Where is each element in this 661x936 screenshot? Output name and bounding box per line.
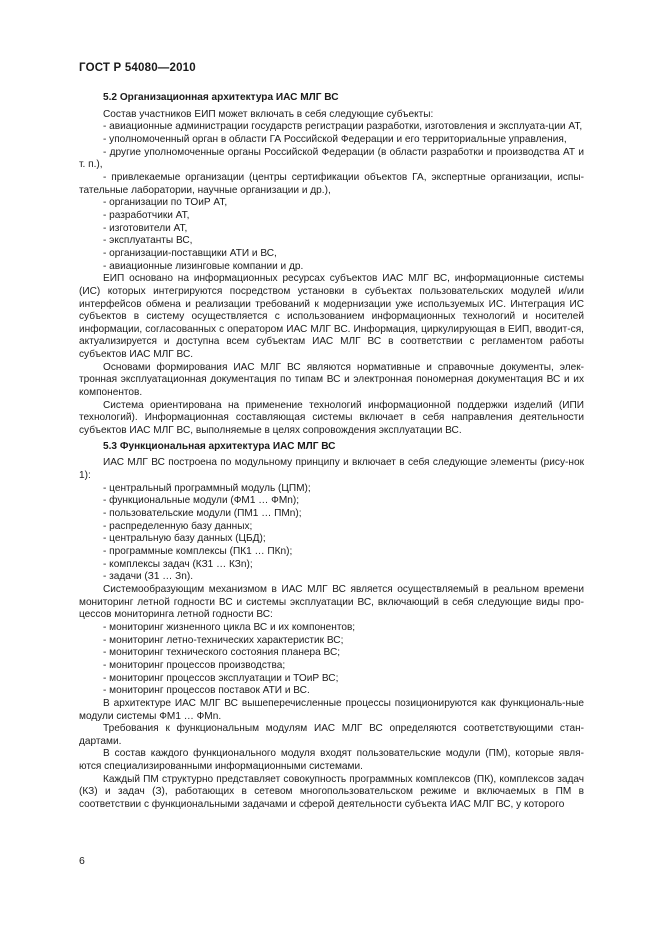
list-item: - задачи (З1 … Зn). bbox=[103, 571, 194, 583]
list-item: - изготовители АТ, bbox=[103, 222, 188, 234]
list-item: - функциональные модули (ФМ1 … ФМn); bbox=[103, 495, 300, 507]
paragraph: Системообразующим механизмом в ИАС МЛГ ВС является осуществляемый в реальном времени мониторинг летной годности ВС и системы эксплуатации ВС, включающий в себя следующие виды про-цессов мониторинга летной годности ВС: bbox=[79, 583, 584, 621]
list-item: - мониторинг процессов эксплуатации и ТОиР ВС; bbox=[103, 672, 339, 684]
paragraph: Каждый ПМ структурно представляет совокупность программных комплексов (ПК), комплексов задач (КЗ) и задач (З), работающих в сетевом многопользовательском режиме и включаемых в ПМ в соответствии с функциональными задачами и сферой деятельности субъекта ИАС МЛГ ВС, у которого bbox=[79, 773, 584, 811]
paragraph: Требования к функциональным модулям ИАС МЛГ ВС определяются соответствующими стан-дартами. bbox=[79, 723, 584, 747]
paragraph: В состав каждого функционального модуля входят пользовательские модули (ПМ), которые явля-ются специализированными информационными системами. bbox=[79, 748, 584, 773]
document-header: ГОСТ Р 54080—2010 bbox=[79, 62, 196, 74]
list-item: - организации по ТОиР АТ, bbox=[103, 197, 228, 209]
list-item: - эксплуатанты ВС, bbox=[103, 235, 193, 247]
page-number: 6 bbox=[79, 855, 85, 867]
list-item: - мониторинг процессов поставок АТИ и ВС. bbox=[103, 685, 310, 697]
list-item: - центральный программный модуль (ЦПМ); bbox=[103, 482, 311, 494]
list-item: - авиационные лизинговые компании и др. bbox=[103, 260, 304, 272]
list-item: - авиационные администрации государств регистрации разработки, изготовления и эксплуата-ции АТ, bbox=[103, 121, 583, 133]
list-item: - распределенную базу данных; bbox=[103, 520, 253, 532]
list-item: - привлекаемые организации (центры сертификации объектов ГА, экспертные организации, испы-тательные лаборатории, научные организации и др.), bbox=[79, 171, 584, 196]
paragraph: Основами формирования ИАС МЛГ ВС являются нормативные и справочные документы, элек-тронная эксплуатационная документация по типам ВС и электронная пономерная документация ВС и их компонентов. bbox=[79, 361, 584, 399]
list-item: - мониторинг летно-технических характеристик ВС; bbox=[103, 634, 344, 646]
section-heading: 5.3 Функциональная архитектура ИАС МЛГ ВС bbox=[103, 440, 336, 452]
document-body bbox=[79, 92, 584, 812]
list-item: - пользовательские модули (ПМ1 … ПМn); bbox=[103, 508, 302, 519]
list-item: - уполномоченный орган в области ГА Российской Федерации и его территориальные управления, bbox=[103, 133, 567, 145]
paragraph: Состав участников ЕИП может включать в себя следующие субъекты: bbox=[103, 108, 434, 120]
list-item: - мониторинг процессов производства; bbox=[103, 659, 286, 671]
paragraph: ИАС МЛГ ВС построена по модульному принципу и включает в себя следующие элементы (рису-нок 1): bbox=[79, 457, 584, 482]
list-item: - программные комплексы (ПК1 … ПКn); bbox=[103, 545, 293, 557]
paragraph: В архитектуре ИАС МЛГ ВС вышеперечисленные процессы позиционируются как функциональ-ные модули системы ФМ1 … ФМn. bbox=[79, 697, 584, 722]
list-item: - мониторинг технического состояния планера ВС; bbox=[103, 647, 341, 659]
list-item: - разработчики АТ, bbox=[103, 209, 190, 221]
section-heading: 5.2 Организационная архитектура ИАС МЛГ ВС bbox=[103, 92, 339, 103]
list-item: - организации-поставщики АТИ и ВС, bbox=[103, 247, 277, 259]
list-item: - комплексы задач (КЗ1 … КЗn); bbox=[103, 558, 253, 570]
list-item: - центральную базу данных (ЦБД); bbox=[103, 533, 266, 545]
list-item: - мониторинг жизненного цикла ВС и их компонентов; bbox=[103, 621, 356, 633]
list-item: - другие уполномоченные органы Российской Федерации (в области разработки и производства АТ и т. п.), bbox=[79, 146, 584, 171]
paragraph: Система ориентирована на применение технологий информационной поддержки изделий (ИПИ технологий). Информационная составляющая системы включает в себя направления деятельности субъектов ИАС МЛГ ВС, выполняемые в целях сопровождения эксплуатации ВС. bbox=[79, 399, 584, 437]
paragraph: ЕИП основано на информационных ресурсах субъектов ИАС МЛГ ВС, информационные системы (ИС) которых интегрируются посредством установки в субъектах пользовательских модулей и/или интерфейсов обмена и реализации требований к модернизации уже используемых ИС. Интеграция ИС субъектов в систему осуществляется с использованием информационных технологий и носителей информации, согласованных с оператором ИАС МЛГ ВС. Информация, циркулирующая в ЕИП, вводит-ся, актуализируется и доступна всем субъектам ИАС МЛГ ВС в соответствии с регламентом работы субъектов ИАС МЛГ ВС. bbox=[79, 273, 584, 361]
